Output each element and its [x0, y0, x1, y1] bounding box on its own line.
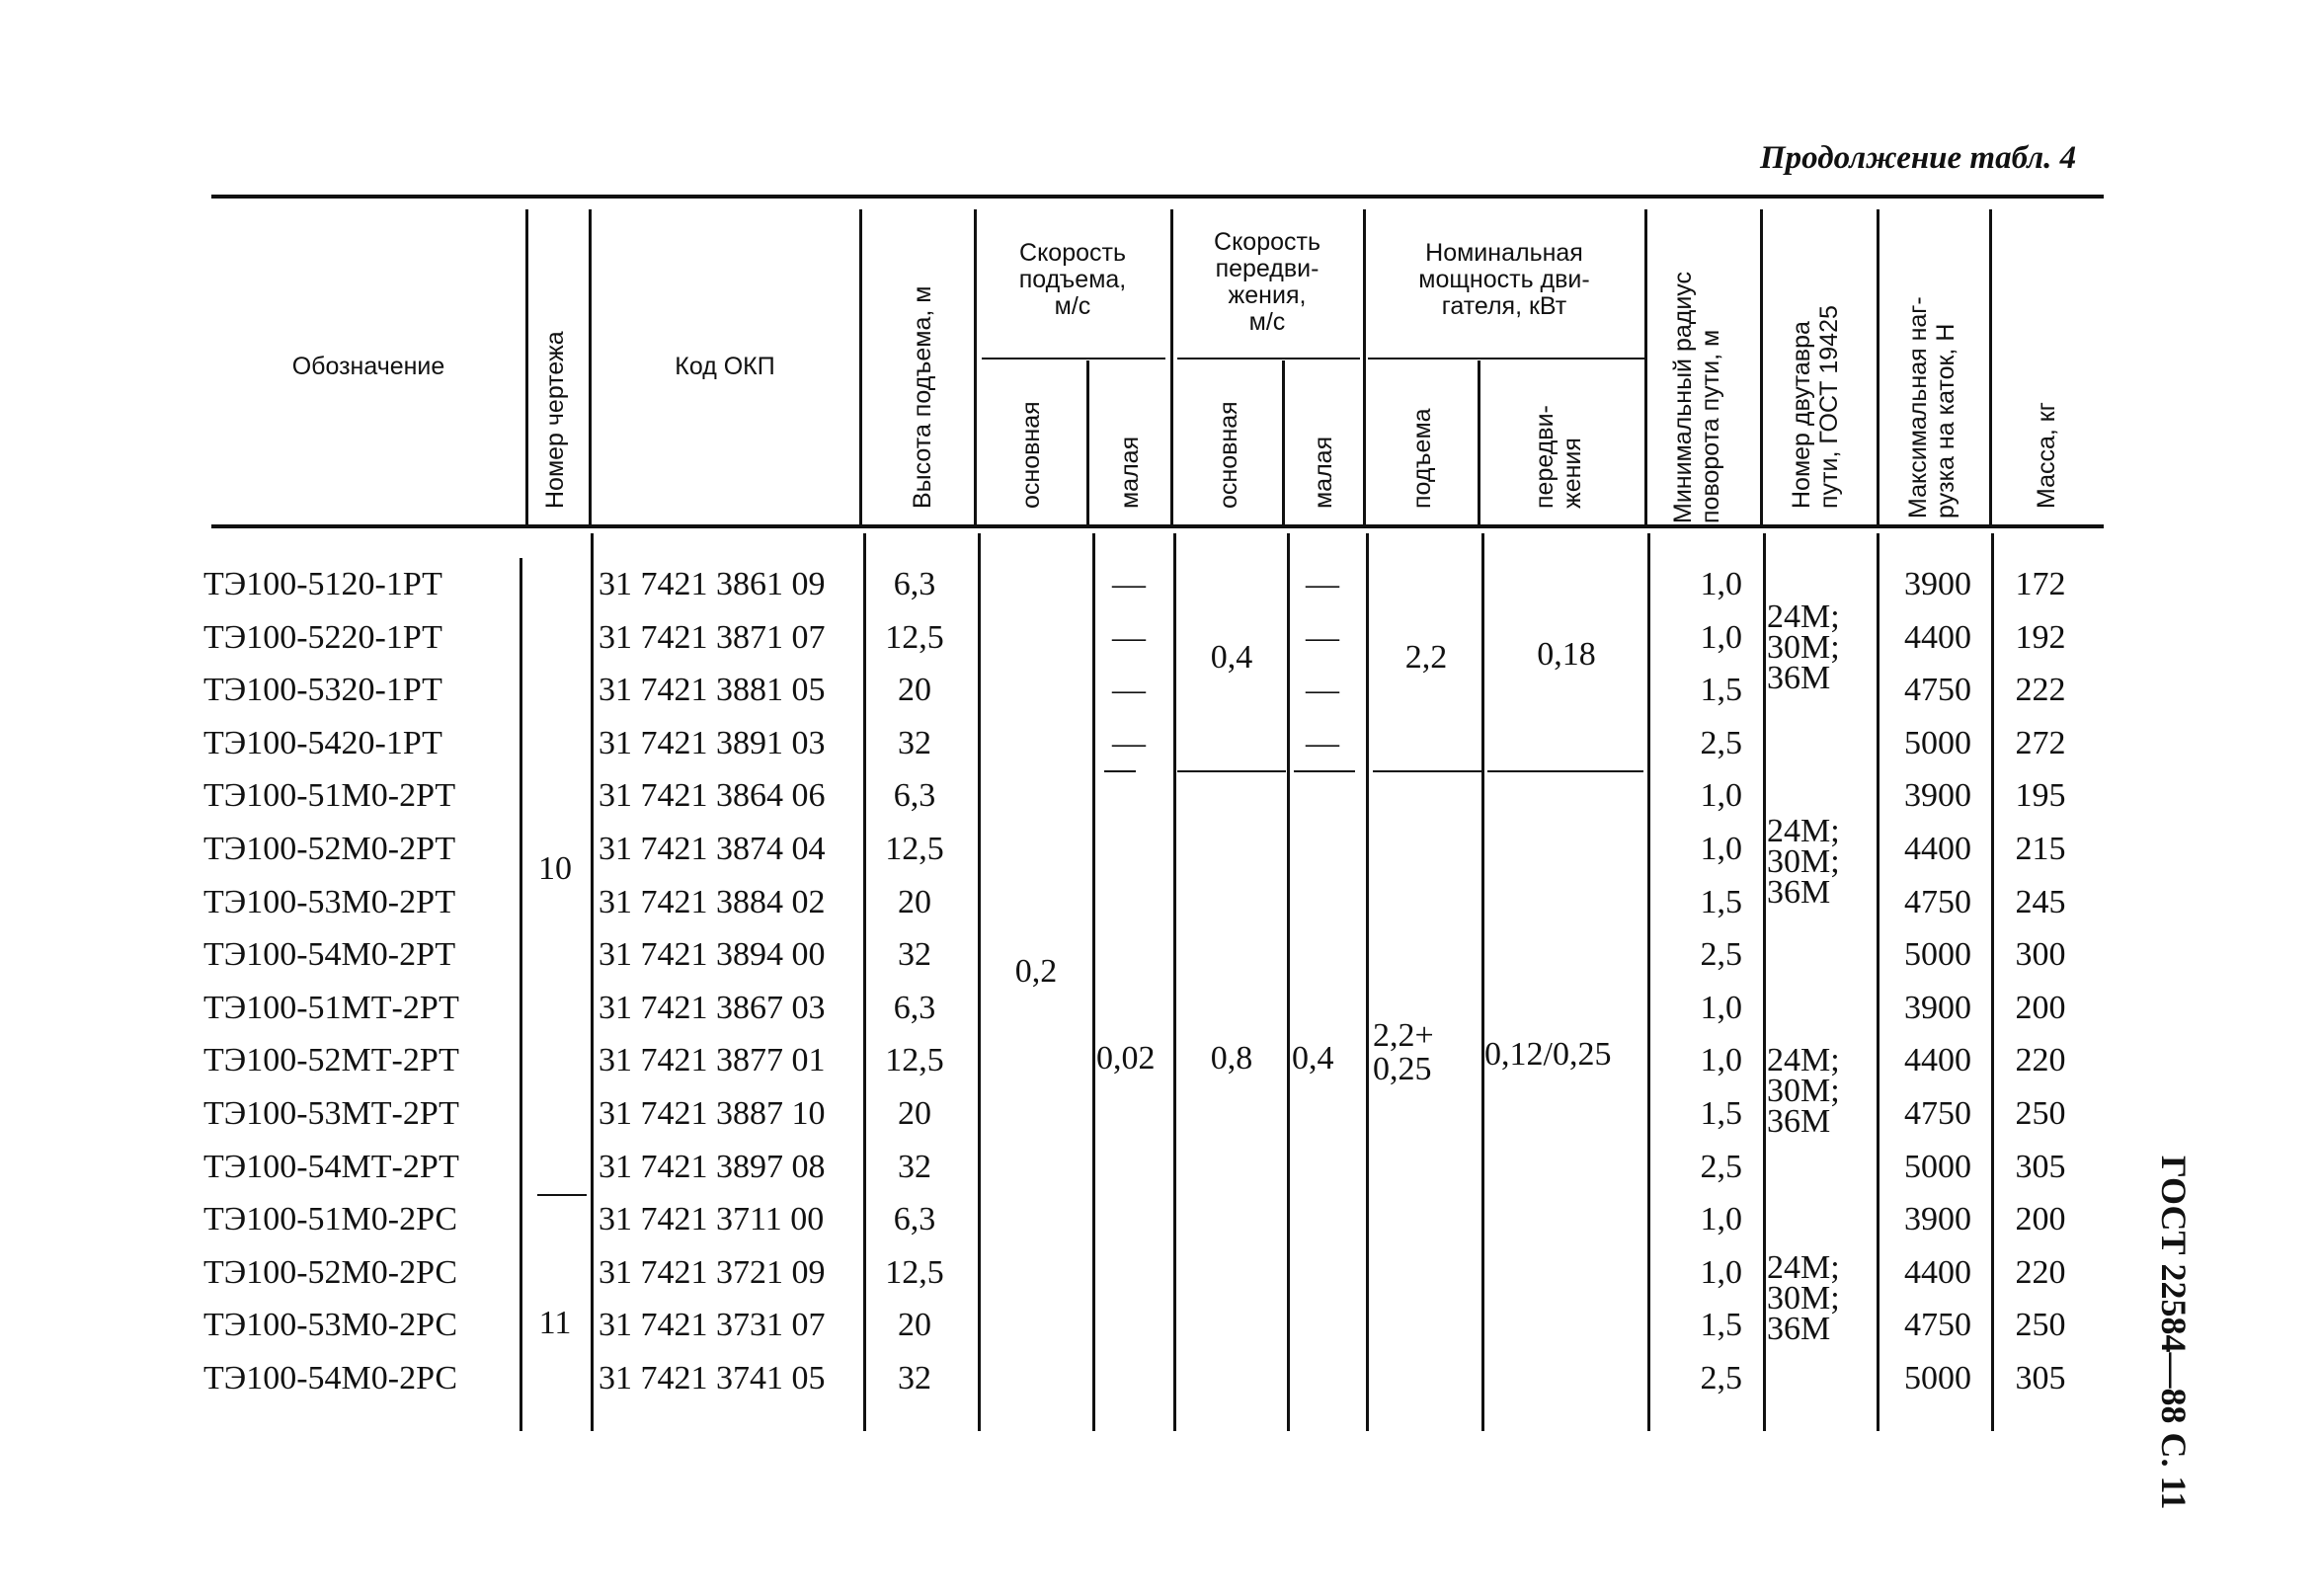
cell-line: 24М; [1767, 813, 1840, 849]
travel-low-dash: — [1306, 725, 1339, 761]
radius-cell: 2,5 [1700, 725, 1742, 761]
radius-cell: 1,0 [1700, 831, 1742, 867]
lift-height-cell: 32 [898, 725, 931, 761]
radius-cell: 1,0 [1700, 1254, 1742, 1291]
load-cell: 5000 [1904, 1149, 1971, 1185]
header-line: Минимальный радиус [1669, 271, 1697, 523]
okp-code-cell: 31 7421 3731 07 [599, 1307, 826, 1343]
header-line: гателя, кВт [1441, 292, 1567, 320]
table-caption: Продолжение табл. 4 [1760, 140, 2077, 176]
col-divider [1173, 533, 1176, 1431]
lift-height-cell: 6,3 [893, 777, 936, 814]
cell-line: 36М [1767, 1103, 1831, 1140]
header-line: поворота пути, м [1697, 329, 1724, 523]
col-divider [1287, 533, 1290, 1431]
designation-cell: ТЭ100-51МТ-2РТ [203, 990, 459, 1026]
col-divider [520, 558, 522, 1431]
header-line: жения [1559, 438, 1586, 509]
header-line: Скорость [1019, 239, 1126, 267]
cell-line: 30М; [1767, 1280, 1840, 1317]
lift-low-dash: — [1112, 672, 1146, 708]
travel-low-dash: — [1306, 619, 1339, 656]
power-travel-group1: 0,18 [1537, 636, 1596, 673]
header-line: рузка на каток, Н [1932, 323, 1959, 519]
header-line: Максимальная наг- [1904, 296, 1932, 519]
col-divider [1086, 360, 1089, 525]
load-cell: 4400 [1904, 831, 1971, 867]
designation-cell: ТЭ100-5120-1РТ [203, 566, 442, 602]
okp-code-cell: 31 7421 3721 09 [599, 1254, 826, 1291]
header-line: м/с [1248, 308, 1286, 336]
header-power-lift: подъема [1408, 408, 1436, 509]
load-cell: 4750 [1904, 1307, 1971, 1343]
header-travel-main: основная [1215, 401, 1242, 509]
lift-height-cell: 12,5 [885, 831, 944, 867]
load-cell: 3900 [1904, 990, 1971, 1026]
group-separator [1294, 770, 1355, 772]
travel-speed-low: 0,4 [1292, 1040, 1334, 1077]
load-cell: 5000 [1904, 936, 1971, 973]
lift-height-cell: 12,5 [885, 619, 944, 656]
header-line: мощность дви- [1418, 266, 1590, 293]
designation-cell: ТЭ100-54МТ-2РТ [203, 1149, 459, 1185]
travel-speed-main-group2: 0,8 [1210, 1040, 1253, 1077]
header-travel-low: малая [1310, 436, 1337, 509]
load-cell: 3900 [1904, 1201, 1971, 1237]
cell-line: 2,2+ [1373, 1017, 1434, 1054]
col-divider [1282, 360, 1285, 525]
designation-cell: ТЭ100-51М0-2РС [203, 1201, 458, 1237]
col-divider [1877, 209, 1879, 525]
header-load [1904, 296, 1959, 519]
beam-group-2 [1767, 813, 1840, 911]
mass-cell: 250 [2015, 1095, 2066, 1132]
col-divider [1478, 360, 1480, 525]
lift-height-cell: 32 [898, 936, 931, 973]
header-lift-low: малая [1116, 436, 1144, 509]
designation-cell: ТЭ100-5420-1РТ [203, 725, 442, 761]
radius-cell: 1,5 [1700, 1307, 1742, 1343]
header-rule [211, 524, 2104, 528]
cell-line: 36М [1767, 1311, 1831, 1347]
lift-low-dash: — [1112, 619, 1146, 656]
lift-height-cell: 6,3 [893, 566, 936, 602]
designation-cell: ТЭ100-54М0-2РТ [203, 936, 456, 973]
header-line: подъема, [1018, 266, 1127, 293]
col-divider [1481, 533, 1484, 1431]
designation-cell: ТЭ100-52М0-2РТ [203, 831, 456, 867]
col-divider [1366, 533, 1369, 1431]
okp-code-cell: 31 7421 3881 05 [599, 672, 826, 708]
header-line: передви- [1215, 255, 1319, 282]
lift-height-cell: 20 [898, 672, 931, 708]
radius-cell: 1,0 [1700, 1201, 1742, 1237]
mass-cell: 305 [2015, 1149, 2066, 1185]
mass-cell: 220 [2015, 1254, 2066, 1291]
mass-cell: 215 [2015, 831, 2066, 867]
load-cell: 3900 [1904, 777, 1971, 814]
designation-cell: ТЭ100-54М0-2РС [203, 1360, 458, 1396]
load-cell: 4400 [1904, 1254, 1971, 1291]
radius-cell: 1,5 [1700, 884, 1742, 920]
lift-height-cell: 20 [898, 1307, 931, 1343]
col-divider [859, 209, 862, 525]
load-cell: 4750 [1904, 672, 1971, 708]
okp-code-cell: 31 7421 3871 07 [599, 619, 826, 656]
okp-code-cell: 31 7421 3887 10 [599, 1095, 826, 1132]
okp-code-cell: 31 7421 3884 02 [599, 884, 826, 920]
lift-height-cell: 32 [898, 1360, 931, 1396]
beam-group-4 [1767, 1249, 1840, 1347]
lift-speed-subrule [982, 358, 1165, 359]
header-line: пути, ГОСТ 19425 [1815, 305, 1843, 509]
designation-cell: ТЭ100-5320-1РТ [203, 672, 442, 708]
header-lift-height: Высота подъема, м [909, 285, 936, 509]
group-separator [1104, 770, 1136, 772]
header-line: жения, [1228, 281, 1307, 309]
radius-cell: 1,0 [1700, 566, 1742, 602]
travel-low-dash: — [1306, 566, 1339, 602]
group-separator [1177, 770, 1286, 772]
radius-cell: 1,0 [1700, 990, 1742, 1026]
power-lift-group1: 2,2 [1404, 639, 1448, 676]
lift-height-cell: 20 [898, 1095, 931, 1132]
mass-cell: 172 [2015, 566, 2066, 602]
radius-cell: 2,5 [1700, 1360, 1742, 1396]
okp-code-cell: 31 7421 3897 08 [599, 1149, 826, 1185]
radius-cell: 1,0 [1700, 619, 1742, 656]
drawing-number-11: 11 [538, 1305, 572, 1341]
header-line: Скорость [1214, 228, 1320, 256]
travel-speed-main-group1: 0,4 [1210, 639, 1253, 676]
col-divider [1991, 533, 1994, 1431]
okp-code-cell: 31 7421 3867 03 [599, 990, 826, 1026]
radius-cell: 2,5 [1700, 936, 1742, 973]
mass-cell: 272 [2015, 725, 2066, 761]
lift-height-cell: 6,3 [893, 990, 936, 1026]
col-divider [1877, 533, 1879, 1431]
header-radius [1669, 272, 1724, 523]
power-lift-group2 [1373, 1019, 1434, 1086]
travel-speed-subrule [1177, 358, 1360, 359]
radius-cell: 1,0 [1700, 1042, 1742, 1078]
load-cell: 4400 [1904, 1042, 1971, 1078]
lift-height-cell: 12,5 [885, 1042, 944, 1078]
group-separator [1373, 770, 1481, 772]
cell-line: 30М; [1767, 1073, 1840, 1109]
okp-code-cell: 31 7421 3891 03 [599, 725, 826, 761]
header-designation: Обозначение [291, 353, 445, 380]
load-cell: 4750 [1904, 1095, 1971, 1132]
mass-cell: 200 [2015, 990, 2066, 1026]
col-divider [863, 533, 866, 1431]
header-drawing-no: Номер чертежа [541, 331, 569, 509]
header-line: Номер двутавра [1788, 321, 1815, 509]
radius-cell: 1,5 [1700, 1095, 1742, 1132]
cell-line: 0,25 [1373, 1051, 1432, 1087]
mass-cell: 192 [2015, 619, 2066, 656]
beam-group-3 [1767, 1042, 1840, 1140]
header-line: Номинальная [1425, 239, 1583, 267]
top-rule [211, 195, 2104, 199]
designation-cell: ТЭ100-53М0-2РТ [203, 884, 456, 920]
col-divider [1763, 533, 1766, 1431]
lift-speed-low: 0,02 [1096, 1040, 1156, 1077]
col-divider [1644, 209, 1647, 525]
mass-cell: 195 [2015, 777, 2066, 814]
mass-cell: 200 [2015, 1201, 2066, 1237]
page-side-label: ГОСТ 22584—88 С. 11 [2154, 1156, 2194, 1510]
header-okp: Код ОКП [675, 353, 775, 380]
col-divider [591, 533, 594, 1431]
cell-line: 24М; [1767, 1249, 1840, 1286]
designation-cell: ТЭ100-52М0-2РС [203, 1254, 458, 1291]
lift-speed-main: 0,2 [1014, 953, 1058, 990]
header-power-travel [1531, 405, 1586, 509]
cell-line: 24М; [1767, 598, 1840, 635]
load-cell: 5000 [1904, 725, 1971, 761]
cell-line: 30М; [1767, 629, 1840, 666]
load-cell: 5000 [1904, 1360, 1971, 1396]
lift-height-cell: 6,3 [893, 1201, 936, 1237]
travel-low-dash: — [1306, 672, 1339, 708]
mass-cell: 300 [2015, 936, 2066, 973]
mass-cell: 305 [2015, 1360, 2066, 1396]
lift-low-dash: — [1112, 566, 1146, 602]
designation-cell: ТЭ100-53М0-2РС [203, 1307, 458, 1343]
group-separator [1487, 770, 1643, 772]
cell-line: 24М; [1767, 1042, 1840, 1078]
cell-line: 36М [1767, 874, 1831, 911]
designation-cell: ТЭ100-52МТ-2РТ [203, 1042, 459, 1078]
cell-line: 36М [1767, 660, 1831, 696]
header-beam [1788, 305, 1843, 509]
header-mass: Масса, кг [2033, 402, 2060, 509]
drawing-separator [537, 1194, 587, 1196]
mass-cell: 222 [2015, 672, 2066, 708]
header-lift-main: основная [1017, 401, 1045, 509]
okp-code-cell: 31 7421 3877 01 [599, 1042, 826, 1078]
load-cell: 3900 [1904, 566, 1971, 602]
okp-code-cell: 31 7421 3864 06 [599, 777, 826, 814]
col-divider [1989, 209, 1992, 525]
designation-cell: ТЭ100-5220-1РТ [203, 619, 442, 656]
lift-height-cell: 32 [898, 1149, 931, 1185]
radius-cell: 1,0 [1700, 777, 1742, 814]
col-divider [1760, 209, 1763, 525]
power-travel-group2: 0,12/0,25 [1484, 1036, 1612, 1073]
col-divider [1092, 533, 1095, 1431]
col-divider [525, 209, 528, 525]
designation-cell: ТЭ100-51М0-2РТ [203, 777, 456, 814]
designation-cell: ТЭ100-53МТ-2РТ [203, 1095, 459, 1132]
header-travel-speed [1171, 229, 1363, 336]
lift-low-dash: — [1112, 725, 1146, 761]
radius-cell: 2,5 [1700, 1149, 1742, 1185]
lift-height-cell: 20 [898, 884, 931, 920]
okp-code-cell: 31 7421 3711 00 [599, 1201, 825, 1237]
okp-code-cell: 31 7421 3894 00 [599, 936, 826, 973]
power-subrule [1368, 358, 1646, 359]
col-divider [1647, 533, 1650, 1431]
header-power [1365, 240, 1643, 320]
header-lift-speed [976, 240, 1169, 320]
header-line: передви- [1531, 405, 1559, 509]
header-line: м/с [1054, 292, 1091, 320]
okp-code-cell: 31 7421 3874 04 [599, 831, 826, 867]
mass-cell: 220 [2015, 1042, 2066, 1078]
radius-cell: 1,5 [1700, 672, 1742, 708]
lift-height-cell: 12,5 [885, 1254, 944, 1291]
mass-cell: 250 [2015, 1307, 2066, 1343]
drawing-number-10: 10 [538, 850, 572, 887]
okp-code-cell: 31 7421 3861 09 [599, 566, 826, 602]
load-cell: 4400 [1904, 619, 1971, 656]
mass-cell: 245 [2015, 884, 2066, 920]
cell-line: 30М; [1767, 843, 1840, 880]
okp-code-cell: 31 7421 3741 05 [599, 1360, 826, 1396]
col-divider [978, 533, 981, 1431]
beam-group-1 [1767, 598, 1840, 696]
load-cell: 4750 [1904, 884, 1971, 920]
